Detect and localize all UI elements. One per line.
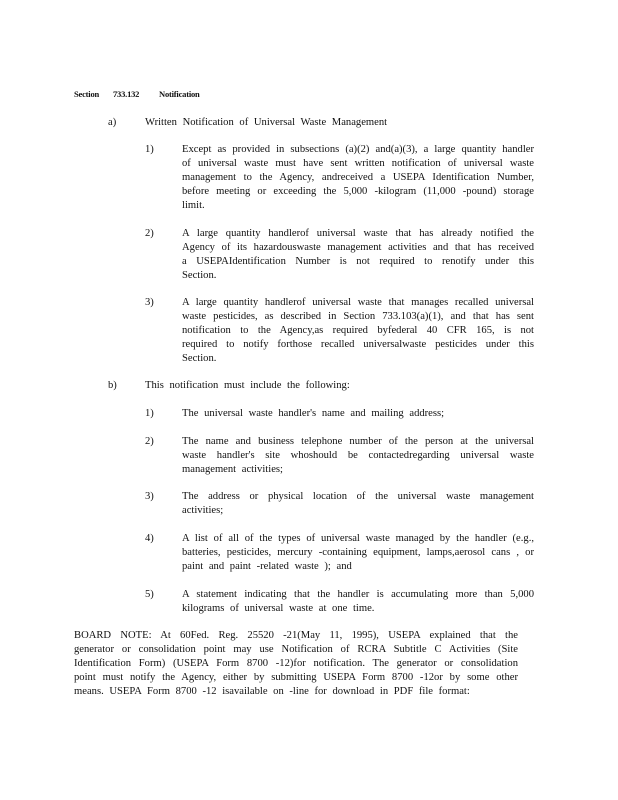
subsection-a-letter: a) [108,117,117,128]
subsection-a-heading: Written Notification of Universal Waste Management [145,117,388,128]
item-a3-text: A large quantity handlerof universal waste that manages recalled universal waste pesticides, as described in Section 733.103(a)(1), and that has sent notification to the Agency,as required byfederal 40 CFR 165, is not required to notify forthose recalled universalwaste pesticides under this Section. [182,297,534,364]
item-b1-text: The universal waste handler's name and mailing address; [182,408,445,419]
subsection-b-heading: This notification must include the following: [145,380,350,391]
item-b4-text: A list of all of the types of universal waste managed by the handler (e.g., batteries, pesticides, mercury -containing equipment, lamps,aerosol cans , or paint and paint -related waste ); and [182,533,534,572]
section-label: Section [74,89,100,99]
item-a1-number: 1) [145,144,154,155]
item-a2-number: 2) [145,228,154,239]
item-a3-number: 3) [145,297,154,308]
item-a1-text: Except as provided in subsections (a)(2) and(a)(3), a large quantity handler of universal waste must have sent written notification of universal waste management to the Agency, andreceived a USEPA Identification Number, before meeting or exceeding the 5,000 -kilogram (11,000 -pound) storage limit. [182,144,534,211]
item-b1-number: 1) [145,408,154,419]
item-b2-number: 2) [145,436,154,447]
item-b5-number: 5) [145,589,154,600]
item-a2-text: A large quantity handlerof universal waste that has already notified the Agency of its hazardouswaste management activities and that has received a USEPAIdentification Number is not required to renotify under this Section. [182,228,534,281]
item-b3-number: 3) [145,491,154,502]
section-number: 733.132 [113,89,140,99]
item-b2-text: The name and business telephone number of the person at the universal waste handler's site whoshould be contactedregarding universal waste management activities; [182,436,534,475]
item-b5-text: A statement indicating that the handler is accumulating more than 5,000 kilograms of universal waste at one time. [182,589,534,614]
item-b4-number: 4) [145,533,154,544]
board-note: BOARD NOTE: At 60Fed. Reg. 25520 -21(May 11, 1995), USEPA explained that the generator or consolidation point may use Notification of RCRA Subtitle C Activities (Site Identification Form) (USEPA Form 8700 -12)for notification. The generator or consolidation point must notify the Agency, either by submitting USEPA Form 8700 -12or by some other means. USEPA Form 8700 -12 isavailable on -line for download in PDF file format: [74,630,518,697]
subsection-b-letter: b) [108,380,117,391]
item-b3-text: The address or physical location of the universal waste management activities; [182,491,534,516]
section-title: Notification [159,89,200,99]
